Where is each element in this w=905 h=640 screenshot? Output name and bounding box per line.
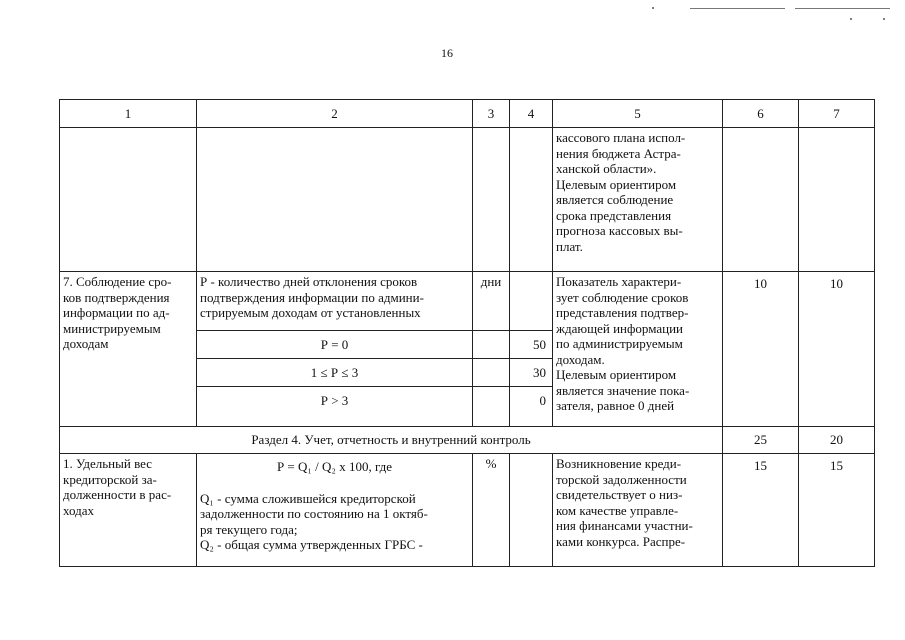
max-score: 15 [723,454,799,567]
condition-cell: 1 ≤ Р ≤ 3 [197,359,473,387]
header-cell: 6 [723,100,799,128]
scan-artifact-dot [850,18,852,20]
header-cell: 5 [553,100,723,128]
condition-cell: Р > 3 [197,387,473,427]
indicator-row-1 [60,454,875,567]
condition-cell: Р = 0 [197,331,473,359]
score-cell: 50 [510,331,553,359]
weight-score: 15 [799,454,875,567]
section-title: Раздел 4. Учет, отчетность и внутренний контроль [60,427,723,454]
score-cell: 0 [510,387,553,427]
indicator-name: 7. Соблюдение сро- ков подтверждения информации по ад- министрируемым доходам [60,272,197,427]
indicator-row-7 [60,272,875,331]
max-score: 10 [723,272,799,427]
section-row [60,427,875,454]
indicators-table [59,99,875,567]
scan-artifact-line [690,8,785,9]
unit-cell: % [473,454,510,567]
section-max-score: 25 [723,427,799,454]
indicator-description: Показатель характери- зует соблюдение сроков представления подтвер- ждающей информации по администрируемым доходам. Целевым ориентиром является значение пока- зателя, равное 0 дней [553,272,723,427]
score-cell: 30 [510,359,553,387]
indicator-name: 1. Удельный вес кредиторской за- долженности в рас- ходах [60,454,197,567]
header-cell: 2 [197,100,473,128]
weight-score: 10 [799,272,875,427]
continuation-row [60,128,875,272]
page-number: 16 [441,46,453,60]
unit-cell: дни [473,272,510,331]
indicator-formula: Р - количество дней отклонения сроков подтверждения информации по админи- стрируемым доходам от установленных [197,272,473,331]
header-cell: 4 [510,100,553,128]
indicator-formula: Р = Q₁ / Q₂ x 100, где Q₁ - сумма сложившейся кредиторской задолженности по состоянию на 1 октяб- ря текущего года; Q₂ - общая сумма утвержденных ГРБС - [197,454,473,567]
scan-artifact-dot [652,7,654,9]
scan-artifact-line [795,8,890,9]
header-cell: 7 [799,100,875,128]
scan-artifact-dot [883,18,885,20]
continuation-description: кассового плана испол- нения бюджета Астра- ханской области». Целевым ориентиром является соблюдение срока представления прогноза кассовых вы- плат. [553,128,723,272]
indicator-description: Возникновение креди- торской задолженности свидетельствует о низ- ком качестве управле- ния финансами участни- ками конкурса. Распре- [553,454,723,567]
header-row [60,100,875,128]
section-weight-score: 20 [799,427,875,454]
header-cell: 3 [473,100,510,128]
header-cell: 1 [60,100,197,128]
